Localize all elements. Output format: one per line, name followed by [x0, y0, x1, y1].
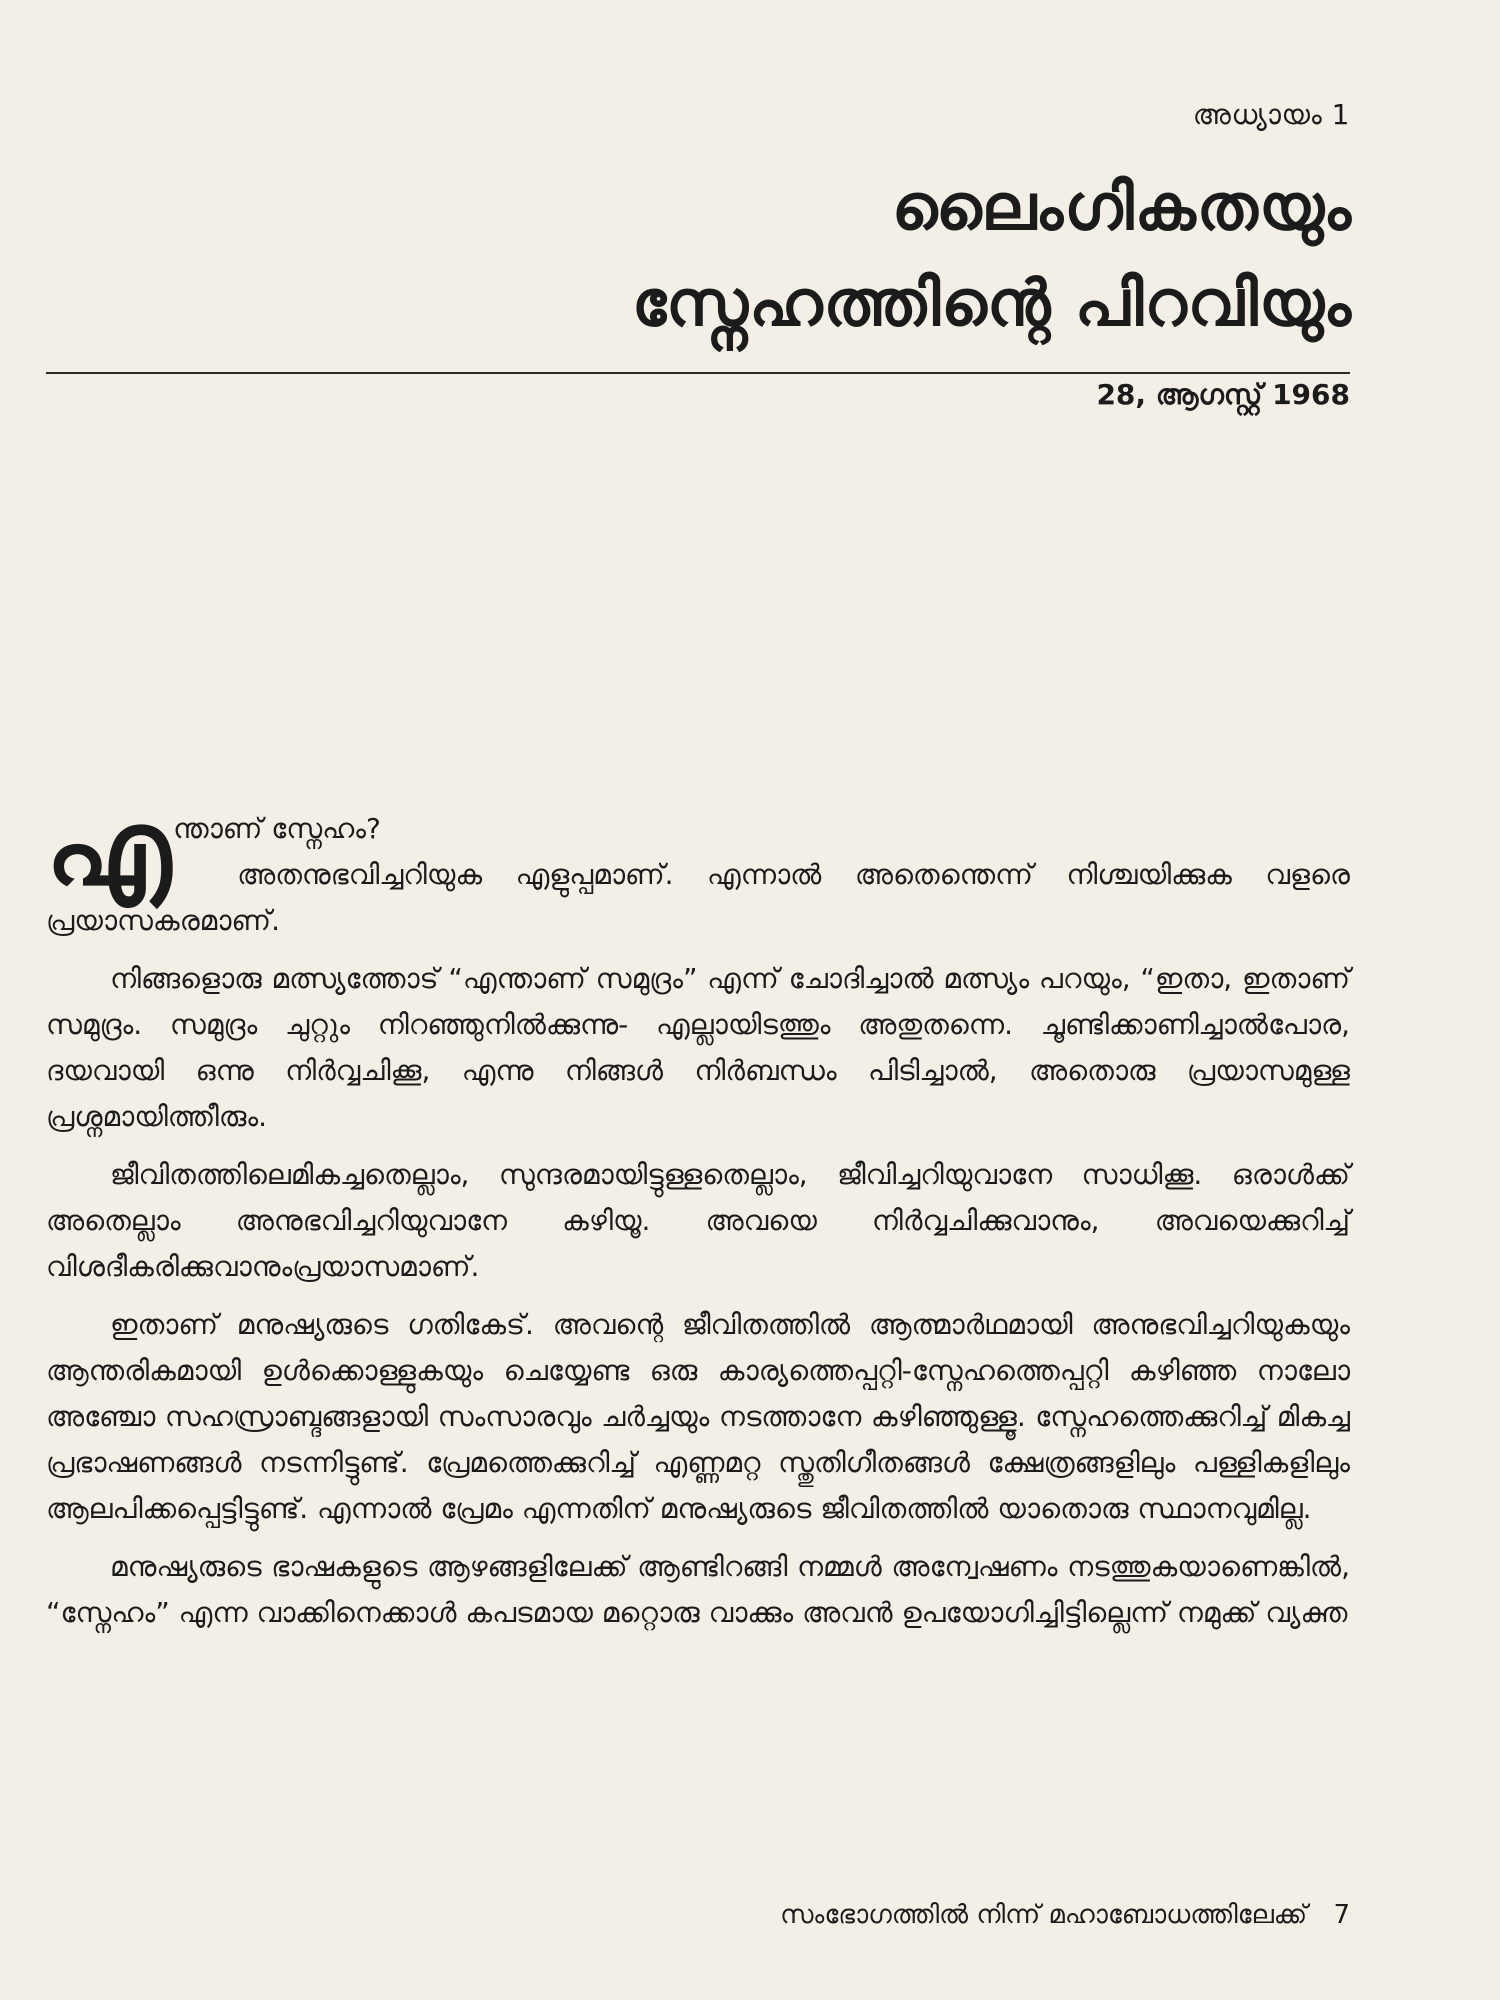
- opening-question: ന്താണ് സ്നേഹം?: [173, 812, 381, 845]
- drop-cap: എ: [46, 787, 172, 909]
- chapter-title: [632, 160, 1352, 352]
- body-text: [46, 787, 1350, 1648]
- opening-text: അതനുഭവിച്ചറിയുക എളുപ്പമാണ്. എന്നാൽ അതെന്തെന്ന് നിശ്ചയിക്കുക വളരെ പ്രയാസകരമാണ്.: [46, 858, 1350, 937]
- chapter-title-line-1: ലൈംഗികതയും: [891, 171, 1352, 245]
- chapter-label: അധ്യായം 1: [1192, 98, 1350, 131]
- page-footer: [780, 1900, 1350, 1931]
- paragraph: മനുഷ്യരുടെ ഭാഷകളുടെ ആഴങ്ങളിലേക്ക് ആണ്ടിറങ്ങി നമ്മൾ അന്വേഷണം നടത്തുകയാണെങ്കിൽ, “സ്നേഹം” എന്ന വാക്കിനെക്കാൾ കപടമായ മറ്റൊരു വാക്കും അവൻ ഉപയോഗിച്ചിട്ടില്ലെന്ന് നമുക്ക് വ്യക്ത: [46, 1550, 1350, 1629]
- opening-paragraph: [46, 787, 1350, 944]
- paragraph: നിങ്ങളൊരു മത്സ്യത്തോട് “എന്താണ് സമുദ്രം” എന്ന് ചോദിച്ചാൽ മത്സ്യം പറയും, “ഇതാ, ഇതാണ് സമുദ്രം. സമുദ്രം ചുറ്റും നിറഞ്ഞുനിൽക്കുന്നു- എല്ലായിടത്തും അതുതന്നെ. ചൂണ്ടിക്കാണിച്ചാൽപോര, ദയവായി ഒന്നു നിർവ്വചിക്കൂ, എന്നു നിങ്ങൾ നിർബന്ധം പിടിച്ചാൽ, അതൊരു പ്രയാസമുള്ള പ്രശ്നമായിത്തീരും.: [46, 962, 1350, 1133]
- title-divider: [46, 372, 1350, 374]
- paragraph: ജീവിതത്തിലെമികച്ചതെല്ലാം, സുന്ദരമായിട്ടുള്ളതെല്ലാം, ജീവിച്ചറിയുവാനേ സാധിക്കൂ. ഒരാൾക്ക് അതെല്ലാം അനുഭവിച്ചറിയുവാനേ കഴിയൂ. അവയെ നിർവ്വചിക്കുവാനും, അവയെക്കുറിച്ച് വിശദീകരിക്കുവാനുംപ്രയാസമാണ്.: [46, 1158, 1350, 1283]
- footer-book-title: സംഭോഗത്തിൽ നിന്ന് മഹാബോധത്തിലേക്ക്: [780, 1900, 1308, 1930]
- chapter-title-line-2: സ്നേഹത്തിന്റെ പിറവിയും: [631, 267, 1352, 341]
- chapter-date: 28, ആഗസ്റ്റ് 1968: [1096, 378, 1350, 411]
- page-number: 7: [1333, 1900, 1350, 1930]
- paragraph: ഇതാണ് മനുഷ്യരുടെ ഗതികേട്. അവന്റെ ജീവിതത്തിൽ ആത്മാർഥമായി അനുഭവിച്ചറിയുകയും ആന്തരികമായി ഉൾക്കൊള്ളുകയും ചെയ്യേണ്ട ഒരു കാര്യത്തെപ്പറ്റി-സ്നേഹത്തെപ്പറ്റി കഴിഞ്ഞ നാലോ അഞ്ചോ സഹസ്രാബ്ദങ്ങളായി സംസാരവും ചർച്ചയും നടത്താനേ കഴിഞ്ഞുള്ളൂ. സ്നേഹത്തെക്കുറിച്ച് മികച്ച പ്രഭാഷണങ്ങൾ നടന്നിട്ടുണ്ട്. പ്രേമത്തെക്കുറിച്ച് എണ്ണമറ്റ സ്തുതിഗീതങ്ങൾ ക്ഷേത്രങ്ങളിലും പള്ളികളിലും ആലപിക്കപ്പെട്ടിട്ടുണ്ട്. എന്നാൽ പ്രേമം എന്നതിന് മനുഷ്യരുടെ ജീവിതത്തിൽ യാതൊരു സ്ഥാനവുമില്ല.: [46, 1308, 1350, 1525]
